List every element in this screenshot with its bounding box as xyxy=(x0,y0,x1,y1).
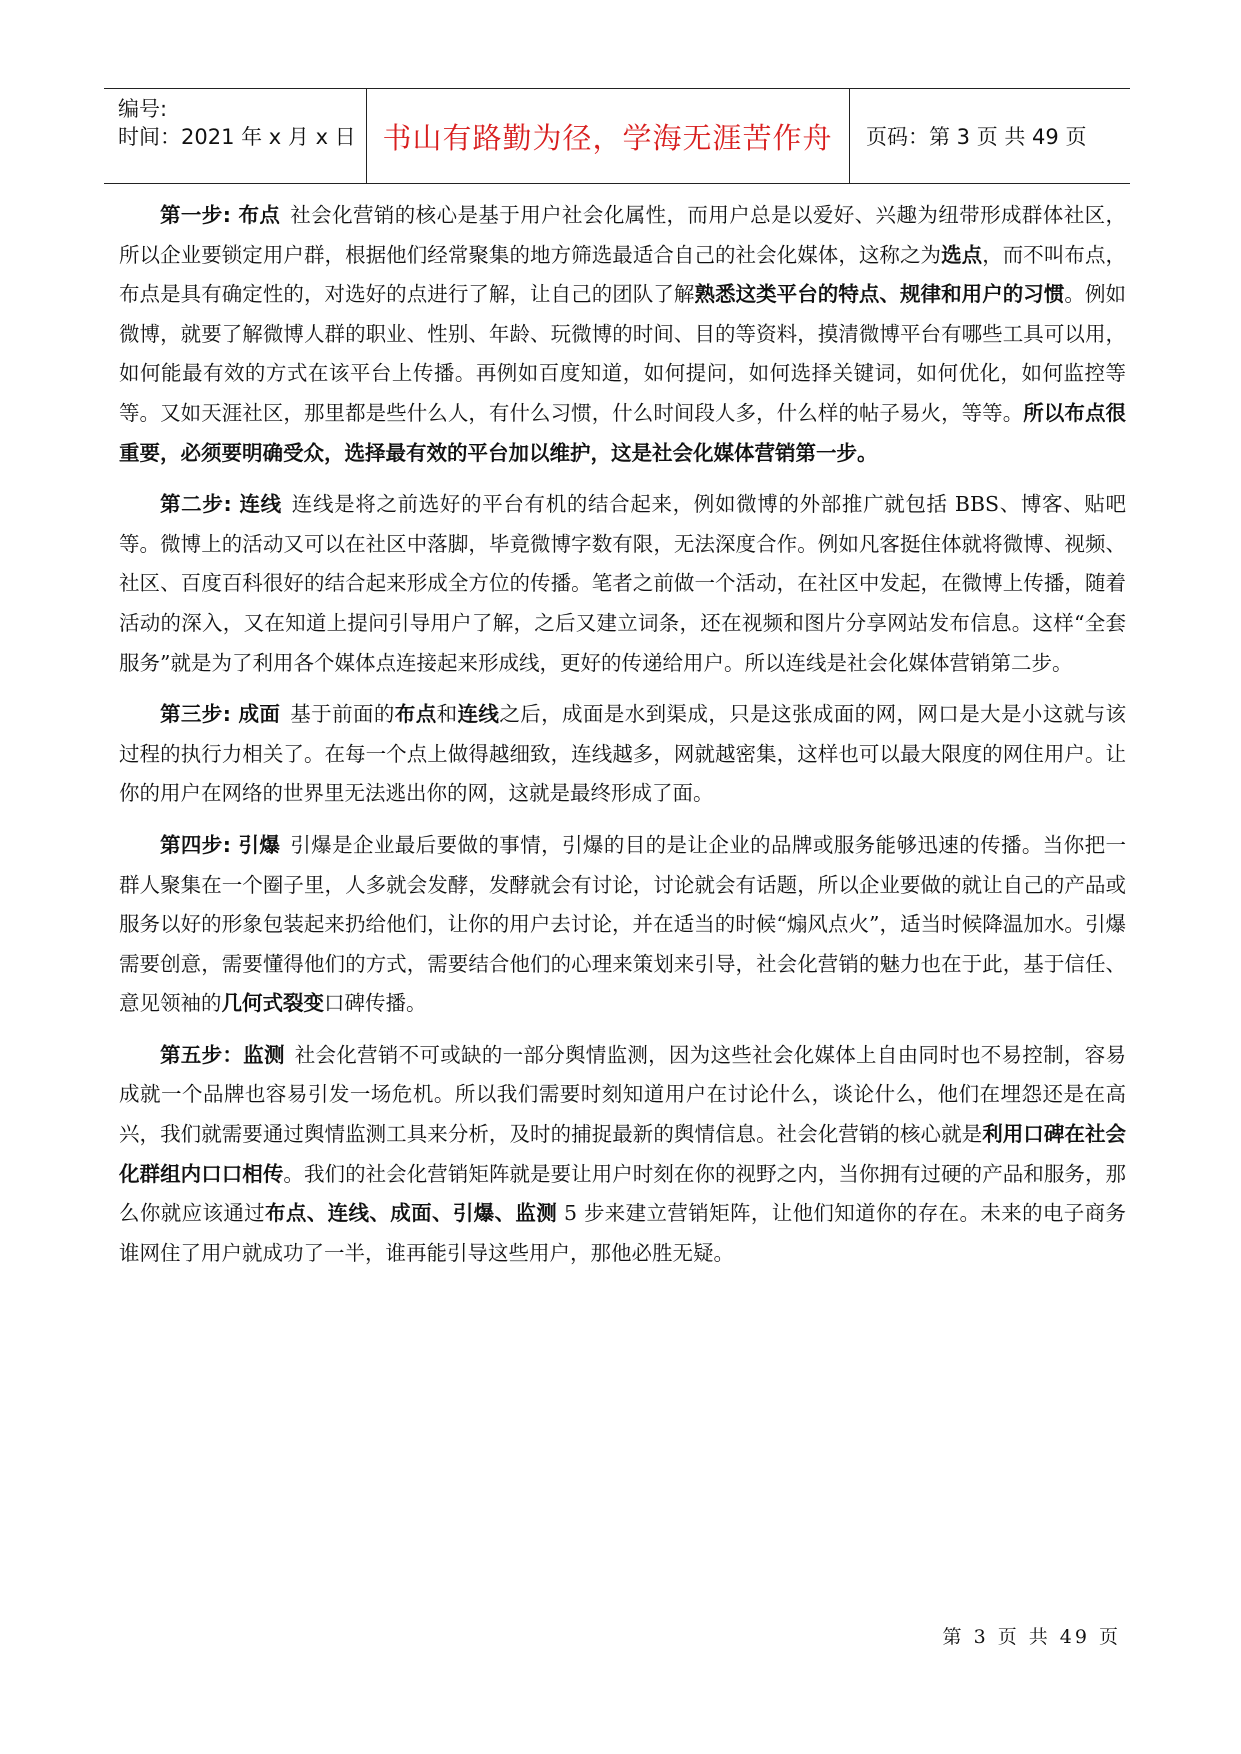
emphasis-text: 所以布点很重要，必须要明确受众，选择最有效的平台加以维护，这是社会化媒体营销第一步。 xyxy=(119,400,1127,465)
paragraph xyxy=(119,695,1126,814)
paragraph xyxy=(119,1036,1126,1274)
step-heading: 第三步: 成面 xyxy=(160,702,281,727)
paragraph xyxy=(119,485,1126,683)
body-text: 。例如微博，就要了解微博人群的职业、性别、年龄、玩微博的时间、目的等资料，摸清微博平台有哪些工具可以用，如何能最有效的方式在该平台上传播。再例如百度知道，如何提问，如何选择关键词，如何优化，如何监控等等。又如天涯社区，那里都是些什么人，有什么习惯，什么时间段人多，什么样的帖子易火，等等。 xyxy=(119,282,1127,425)
body-text: 社会化营销不可或缺的一部分舆情监测，因为这些社会化媒体上自由同时也不易控制，容易成就一个品牌也容易引发一场危机。所以我们需要时刻知道用户在讨论什么，谈论什么，他们在埋怨还是在高兴，我们就需要通过舆情监测工具来分析，及时的捕捉最新的舆情信息。社会化营销的核心就是 xyxy=(119,1042,1126,1147)
page-label: 页码：第 3 页 共 49 页 xyxy=(866,125,1087,149)
emphasis-text: 选点 xyxy=(941,242,983,267)
body-text: 。我们的社会化营销矩阵就是要让用户时刻在你的视野之内，当你拥有过硬的产品和服务，那么你就应该通过 xyxy=(119,1161,1127,1226)
header-page-cell xyxy=(850,89,1130,183)
body-text: ，而不叫布点，布点是具有确定性的，对选好的点进行了解，让自己的团队了解 xyxy=(119,242,1127,307)
body-text: 5 步来建立营销矩阵，让他们知道你的存在。未来的电子商务谁网住了用户就成功了一半，谁再能引导这些用户，那他必胜无疑。 xyxy=(119,1201,1127,1265)
step-heading: 第二步: 连线 xyxy=(160,492,282,517)
paragraph xyxy=(119,826,1126,1024)
step-heading: 第一步: 布点 xyxy=(160,203,281,227)
emphasis-text: 熟悉这类平台的特点、规律和用户的习惯 xyxy=(694,282,1065,307)
emphasis-text: 连线 xyxy=(457,702,500,727)
emphasis-text: 布点、连线、成面、引爆、监测 xyxy=(265,1201,558,1226)
number-label: 编号: xyxy=(118,97,168,121)
page-footer: 第 3 页 共 49 页 xyxy=(942,1626,1121,1648)
body-text: 口碑传播。 xyxy=(324,991,427,1016)
body-text: 社会化营销的核心是基于用户社会化属性，而用户总是以爱好、兴趣为纽带形成群体社区，所以企业要锁定用户群，根据他们经常聚集的地方筛选最适合自己的社会化媒体，这称之为 xyxy=(119,203,1126,267)
time-label: 时间：2021 年 x 月 x 日 xyxy=(118,125,356,149)
page-header xyxy=(104,88,1130,184)
emphasis-text: 几何式裂变 xyxy=(221,991,324,1016)
emphasis-text: 利用口碑在社会化群组内口口相传 xyxy=(119,1122,1126,1186)
step-heading: 第四步: 引爆 xyxy=(160,832,281,857)
paragraph xyxy=(119,196,1126,473)
header-motto-cell xyxy=(366,89,850,183)
step-heading: 第五步：监测 xyxy=(160,1042,285,1067)
document-body xyxy=(119,196,1126,1285)
header-meta xyxy=(104,89,367,183)
body-text: 和 xyxy=(436,702,458,727)
body-text: 连线是将之前选好的平台有机的结合起来，例如微博的外部推广就包括 BBS、博客、贴吧等。微博上的活动又可以在社区中落脚，毕竟微博字数有限，无法深度合作。例如凡客挺住体就将微博、视频、社区、百度百科很好的结合起来形成全方位的传播。笔者之前做一个活动，在社区中发起，在微博上传播，随着活动的深入，又在知道上提问引导用户了解，之后又建立词条，还在视频和图片分享网站发布信息。这样“全套服务”就是为了利用各个媒体点连接起来形成线，更好的传递给用户。所以连线是社会化媒体营销第二步。 xyxy=(119,492,1127,675)
body-text: 之后，成面是水到渠成，只是这张成面的网，网口是大是小这就与该过程的执行力相关了。在每一个点上做得越细致，连线越多，网就越密集，这样也可以最大限度的网住用户。让你的用户在网络的世界里无法逃出你的网，这就是最终形成了面。 xyxy=(119,702,1127,806)
emphasis-text: 布点 xyxy=(394,702,437,727)
body-text: 基于前面的 xyxy=(290,702,395,727)
body-text: 引爆是企业最后要做的事情，引爆的目的是让企业的品牌或服务能够迅速的传播。当你把一群人聚集在一个圈子里，人多就会发酵，发酵就会有讨论，讨论就会有话题，所以企业要做的就让自己的产品或服务以好的形象包装起来扔给他们，让你的用户去讨论，并在适当的时候“煽风点火”，适当时候降温加水。引爆需要创意，需要懂得他们的方式，需要结合他们的心理来策划来引导，社会化营销的魅力也在于此，基于信任、意见领袖的 xyxy=(119,832,1126,1016)
motto: 书山有路勤为径，学海无涯苦作舟 xyxy=(382,120,833,155)
